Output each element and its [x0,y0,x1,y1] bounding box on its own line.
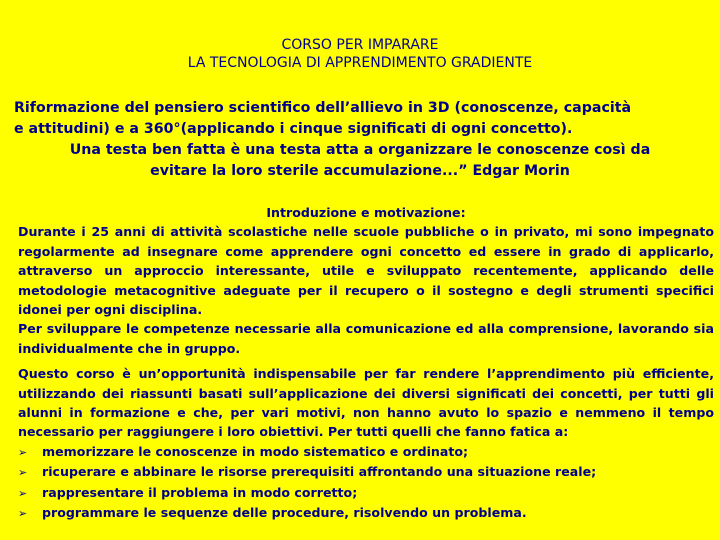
list-item [18,442,714,462]
difficulty-list [18,442,714,524]
body-text [18,203,714,524]
arrow-bullet-icon: ➢ [18,445,28,459]
list-item-text: programmare le sequenze delle procedure, risolvendo un problema. [42,505,527,521]
list-item-text: memorizzare le conoscenze in modo sistematico e ordinato; [42,443,469,459]
course-title-line-1: CORSO PER IMPARARE [281,37,439,53]
course-paragraph: Questo corso è un’opportunità indispensabile per far rendere l’apprendimento più efficiente, utilizzando dei riassunti basati sull’applicazione dei diversi significati dei concetti, per tutti gli alunni in formazione e che, per vari motivi, non hanno avuto lo spazio e nemmeno il tempo necessario per raggiungere i loro obiettivi. Per tutti quelli che fanno fatica a: [18,366,714,440]
course-title-line-2: LA TECNOLOGIA DI APPRENDIMENTO GRADIENTE [187,55,533,71]
quote-line-2: evitare la loro sterile accumulazione...” Edgar Morin [150,163,570,179]
lead-line-2: e attitudini) e a 360°(applicando i cinque significati di ogni concetto). [14,121,573,137]
lead-line-1: Riformazione del pensiero scientifico dell’allievo in 3D (conoscenze, capacità [14,100,632,116]
course-title [0,36,720,72]
arrow-bullet-icon: ➢ [18,486,28,500]
list-item [18,462,714,482]
arrow-bullet-icon: ➢ [18,466,28,480]
list-item [18,503,714,523]
intro-heading: Introduzione e motivazione: [266,205,466,220]
list-item-text: rappresentare il problema in modo corretto; [42,484,358,500]
arrow-bullet-icon: ➢ [18,507,28,521]
intro-paragraph-1: Durante i 25 anni di attività scolastiche nelle scuole pubbliche o in privato, mi sono impegnato regolarmente ad insegnare come apprendere ogni concetto ed essere in grado di applicarlo, attraverso un approccio interessante, utile e sviluppato recentemente, applicando delle metodologie metacognitive adeguate per il recupero o il sostegno e degli strumenti specifici idonei per ogni disciplina. [18,224,714,318]
list-item-text: ricuperare e abbinare le risorse prerequisiti affrontando una situazione reale; [42,464,597,480]
quote-line-1: Una testa ben fatta è una testa atta a organizzare le conoscenze così da [69,142,651,158]
list-item [18,483,714,503]
lead-paragraph [14,98,706,182]
intro-paragraph-2: Per sviluppare le competenze necessarie alla comunicazione ed alla comprensione, lavorando sia individualmente che in gruppo. [18,321,714,356]
